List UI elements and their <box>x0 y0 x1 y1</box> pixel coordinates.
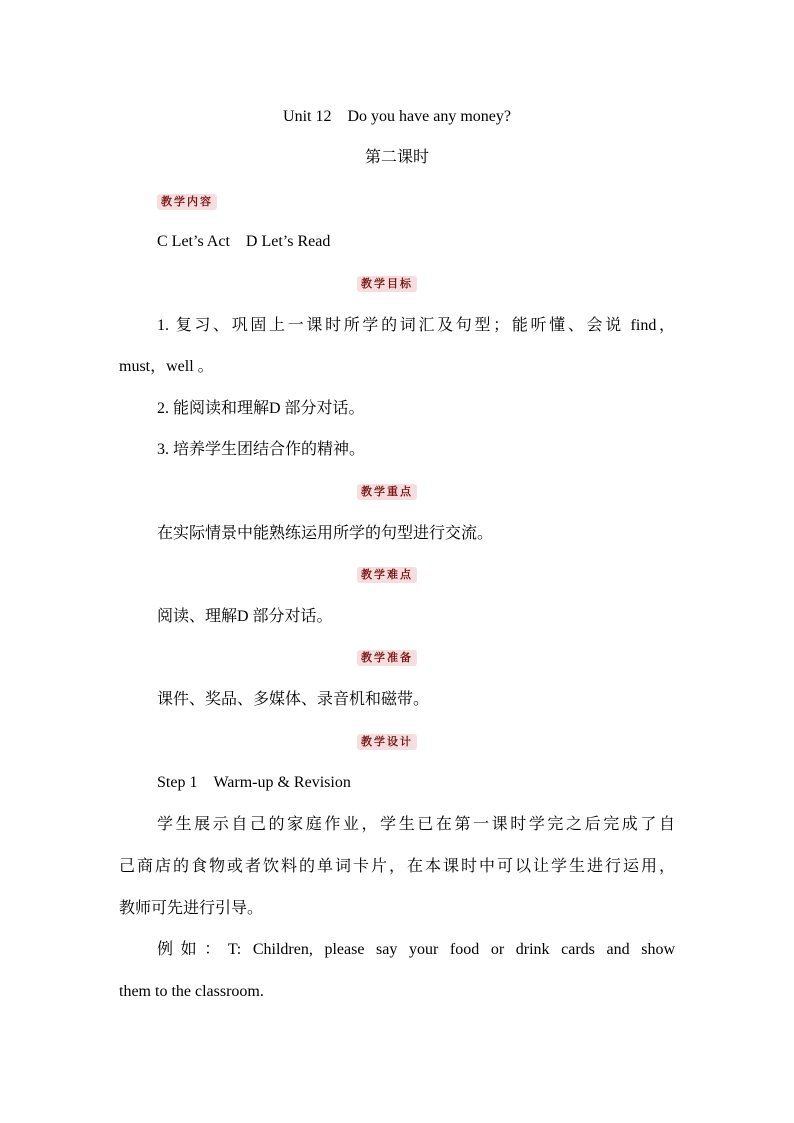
step-heading <box>157 773 351 793</box>
objective-text: 培养学生团结合作的精神。 <box>173 441 366 458</box>
design-paragraph-2-line2: them to the classroom. <box>119 983 264 1000</box>
objective-number: 2. <box>157 400 169 417</box>
difficulties-text: 阅读、理解D 部分对话。 <box>157 608 333 625</box>
content-part-d: D Let’s Read <box>245 233 331 250</box>
content-part-c: C Let’s Act <box>157 233 230 250</box>
section-badge-difficulties: 教学难点 <box>357 567 417 583</box>
design-paragraph-1-line2: 己商店的食物或者饮料的单词卡片，在本课时中可以让学生进行运用， <box>119 858 675 875</box>
section-badge-content: 教学内容 <box>157 194 217 210</box>
design-paragraph-1-line3: 教师可先进行引导。 <box>119 900 264 917</box>
design-paragraph-1-line1: 学生展示自己的家庭作业，学生已在第一课时学完之后完成了自 <box>157 816 675 833</box>
unit-question: Do you have any money? <box>347 108 511 125</box>
content-parts <box>157 232 330 252</box>
key-points-text: 在实际情景中能熟练运用所学的句型进行交流。 <box>157 525 494 542</box>
objective-text: 能阅读和理解D 部分对话。 <box>173 400 365 417</box>
objective-item-2 <box>157 399 365 419</box>
unit-number: Unit 12 <box>283 108 332 125</box>
objective-number: 1. <box>157 317 169 334</box>
objective-item-1-line2: must，well 。 <box>119 358 214 375</box>
objective-item-1-line1 <box>157 316 675 336</box>
design-paragraph-2-line1: 例如：T: Children, please say your food or drink cards and show <box>157 941 675 958</box>
section-badge-design: 教学设计 <box>357 734 417 750</box>
objective-number: 3. <box>157 441 169 458</box>
section-badge-key-points: 教学重点 <box>357 484 417 500</box>
unit-title <box>0 107 794 127</box>
section-badge-preparation: 教学准备 <box>357 650 417 666</box>
objective-text: 复习、巩固上一课时所学的词汇及句型；能听懂、会说 find， <box>175 317 676 334</box>
step-name: Warm-up & Revision <box>213 774 351 791</box>
preparation-text: 课件、奖品、多媒体、录音机和磁带。 <box>157 691 430 708</box>
section-badge-objectives: 教学目标 <box>357 276 417 292</box>
lesson-label: 第二课时 <box>364 149 429 166</box>
step-label: Step 1 <box>157 774 198 791</box>
objective-item-3 <box>157 440 365 460</box>
